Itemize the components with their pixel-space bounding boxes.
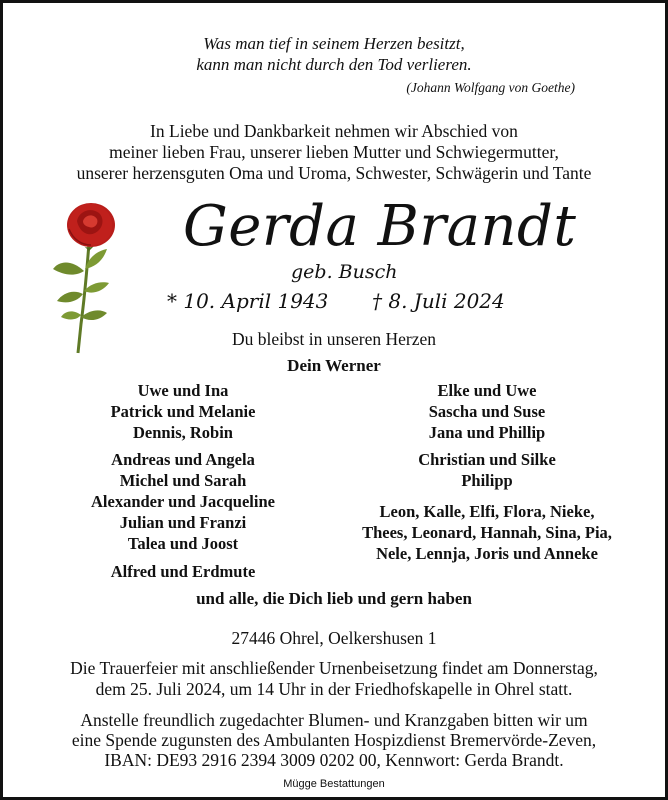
mourner-line: Thees, Leonard, Hannah, Sina, Pia, [362,523,612,542]
quote-line-1: Was man tief in seinem Herzen besitzt, [203,34,465,53]
deceased-name: Gerda Brandt [183,194,577,259]
mourner-line: Talea und Joost [127,534,239,553]
mourner-line: Leon, Kalle, Elfi, Flora, Nieke, [379,502,595,521]
mourners-left-group-3 [63,561,303,582]
quote-line-2: kann man nicht durch den Tod verlieren. [196,55,472,74]
quote-author: (Johann Wolfgang von Goethe) [406,80,575,95]
undertaker: Mügge Bestattungen [283,778,385,790]
motto: Du bleibst in unseren Herzen [231,329,437,349]
mourner-line: Dennis, Robin [133,423,233,442]
mourner-line: Philipp [461,471,513,490]
mourner-line: Michel und Sarah [119,471,247,490]
donation-line-1: Anstelle freundlich zugedachter Blumen- und Kranzgaben bitten wir um [80,710,588,730]
mourner-line: Christian und Silke [418,450,556,469]
mourners-right-group-3 [347,501,627,564]
birth-name: geb. Busch [291,261,398,283]
intro-line-2: meiner lieben Frau, unserer lieben Mutter und Schwiegermutter, [109,142,559,162]
donation-line-2: eine Spende zugunsten des Ambulanten Hospizdienst Bremervörde-Zeven, [71,730,597,750]
closing-line: und alle, die Dich lieb und gern haben [196,589,472,608]
mourners-right-group-2 [367,449,607,491]
mourner-line: Nele, Lennja, Joris und Anneke [376,544,598,563]
intro-line-3: unserer herzensguten Oma und Uroma, Schwester, Schwägerin und Tante [76,163,592,183]
address: 27446 Ohrel, Oelkershusen 1 [231,628,437,648]
mourner-line: Alexander und Jacqueline [91,492,275,511]
mourner-line: Julian und Franzi [119,513,247,532]
mourner-line: Sascha und Suse [428,402,546,421]
mourner-line: Patrick und Melanie [110,402,256,421]
birth-date: * 10. April 1943 [167,289,329,313]
death-date: † 8. Juli 2024 [372,289,505,313]
intro-line-1: In Liebe und Dankbarkeit nehmen wir Abschied von [150,121,518,141]
spouse: Dein Werner [287,356,381,375]
donation-line-3: IBAN: DE93 2916 2394 3009 0202 00, Kennwort: Gerda Brandt. [104,750,564,770]
mourners-left-group-1 [63,380,303,443]
mourner-line: Elke und Uwe [437,381,537,400]
mourner-line: Jana und Phillip [428,423,546,442]
ceremony-line-2: dem 25. Juli 2024, um 14 Uhr in der Friedhofskapelle in Ohrel statt. [95,679,573,699]
mourner-line: Andreas und Angela [111,450,255,469]
mourners-left-group-2 [63,449,303,554]
ceremony-line-1: Die Trauerfeier mit anschließender Urnenbeisetzung findet am Donnerstag, [70,658,598,678]
mourners-right-group-1 [367,380,607,443]
mourner-line: Alfred und Erdmute [110,562,256,581]
mourner-line: Uwe und Ina [137,381,229,400]
